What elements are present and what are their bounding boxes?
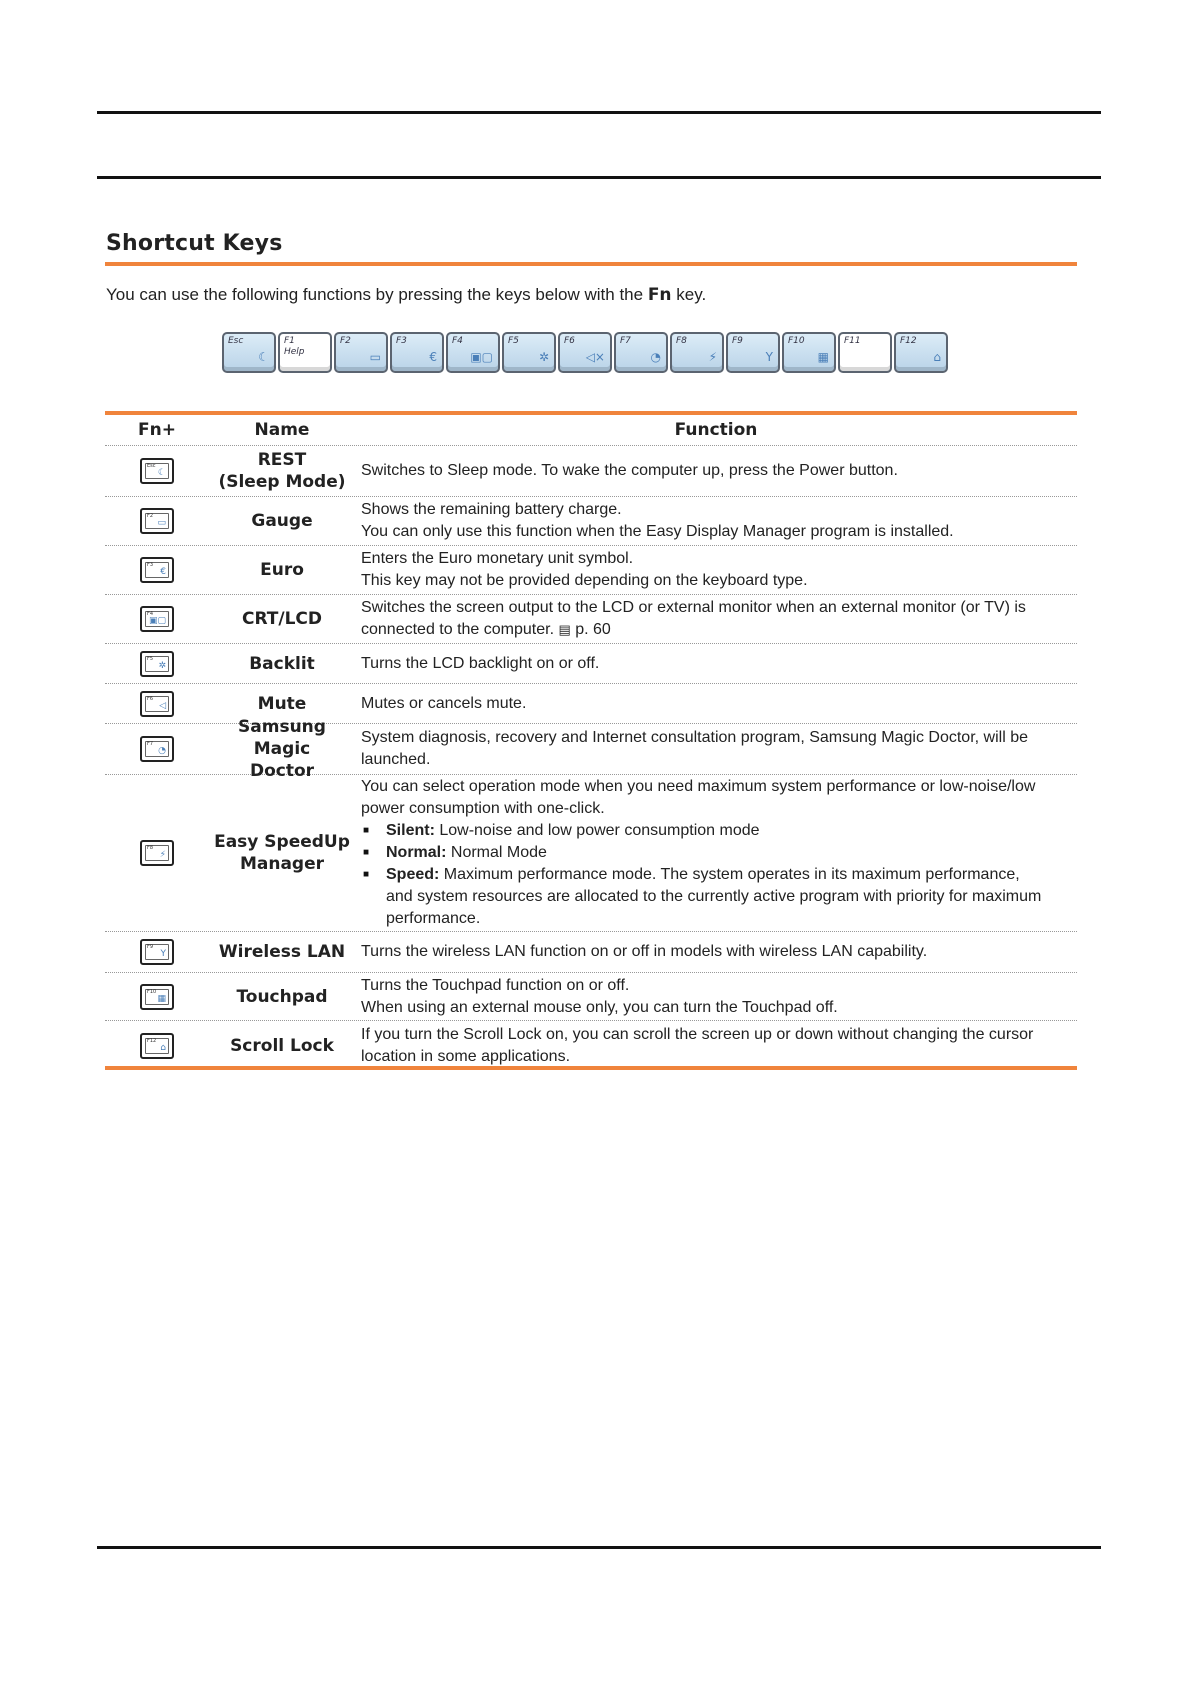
row-name: Euro [260, 560, 304, 580]
key-label: F7 [620, 336, 631, 346]
intro-text [106, 285, 706, 305]
touchpad-icon: ▦ [817, 350, 829, 364]
row-name: Gauge [251, 511, 313, 531]
f8-key-icon [140, 840, 174, 866]
key-tag: F3 [147, 562, 154, 568]
euro-icon: € [429, 350, 437, 364]
name-line: Samsung Magic [238, 717, 326, 759]
backlight-icon: ✲ [538, 350, 549, 364]
intro-after: key. [671, 285, 707, 304]
header-name: Name [254, 420, 310, 440]
key-tag: F7 [147, 741, 154, 747]
magic-doctor-icon: ◔ [158, 746, 166, 756]
kb-key-f5 [502, 332, 556, 373]
table-row [105, 497, 1077, 546]
f2-key-icon [140, 508, 174, 534]
key-label-main: F1 [284, 336, 295, 346]
mute-icon: ◁× [585, 350, 605, 364]
sleep-icon: ☾ [258, 350, 269, 364]
shortcut-table [105, 411, 1077, 1070]
table-row [105, 932, 1077, 973]
mode-term: Speed: [386, 866, 440, 883]
key-tag: F8 [147, 845, 154, 851]
mode-term: Silent: [386, 822, 435, 839]
key-label: F5 [508, 336, 519, 346]
list-item [361, 842, 1077, 864]
name-line: Doctor [249, 761, 315, 781]
kb-key-f1 [278, 332, 332, 373]
function-line: You can select operation mode when you need maximum system performance or low-noise/low [361, 778, 1036, 795]
f9-key-icon [140, 939, 174, 965]
function-line: Turns the Touchpad function on or off. [361, 976, 630, 994]
page-reference-icon: ▤ [558, 622, 571, 637]
row-function [355, 548, 1077, 592]
row-function [355, 597, 1077, 641]
euro-icon: € [160, 567, 166, 577]
name-line: Easy SpeedUp [214, 832, 350, 852]
mode-desc: performance. [386, 910, 481, 927]
row-function [355, 941, 1077, 963]
kb-key-esc [222, 332, 276, 373]
list-item [361, 820, 1077, 842]
row-function [355, 1024, 1077, 1068]
mode-list [361, 820, 1077, 930]
table-row [105, 775, 1077, 932]
function-line: Turns the wireless LAN function on or off in models with wireless LAN capability. [361, 943, 928, 960]
row-function [355, 975, 1077, 1019]
function-line: Mutes or cancels mute. [361, 694, 527, 712]
key-label: F4 [452, 336, 463, 346]
backlight-icon: ✲ [158, 660, 166, 671]
mute-icon: ◁ [159, 700, 166, 711]
table-row [105, 717, 1077, 781]
table-row [105, 1021, 1077, 1070]
key-label: F6 [564, 336, 575, 346]
magic-doctor-icon: ◔ [650, 350, 661, 364]
footer-rule [97, 1546, 1101, 1549]
function-line: launched. [361, 751, 431, 768]
keyboard-function-row [222, 332, 948, 373]
mode-term: Normal: [386, 844, 447, 861]
kb-key-f2 [334, 332, 388, 373]
header-fn: Fn+ [138, 420, 176, 440]
header-function: Function [674, 420, 758, 440]
kb-key-f6 [558, 332, 612, 373]
row-name [209, 449, 355, 493]
key-tag: F6 [147, 695, 154, 702]
row-name: Wireless LAN [218, 942, 346, 962]
display-switch-icon: ▣▢ [470, 350, 493, 364]
mode-desc: and system resources are allocated to the currently active program with priority for maximum [386, 888, 1042, 905]
kb-key-f12 [894, 332, 948, 373]
battery-icon: ▭ [369, 350, 381, 364]
esc-key-icon [140, 458, 174, 484]
kb-key-f9 [726, 332, 780, 373]
key-label [284, 336, 305, 358]
table-row [105, 546, 1077, 595]
top-rule [97, 111, 1101, 114]
mode-desc: Normal Mode [446, 844, 547, 861]
wireless-icon: Y [765, 350, 773, 364]
row-function [355, 499, 1077, 543]
header-rule [97, 176, 1101, 179]
scroll-lock-icon: ⌂ [933, 350, 941, 364]
key-tag: F4 [147, 611, 154, 617]
kb-key-f3 [390, 332, 444, 373]
function-line: Enters the Euro monetary unit symbol. [361, 550, 634, 567]
key-tag: F9 [147, 944, 154, 950]
mode-desc: Maximum performance mode. The system operates in its maximum performance, [439, 866, 1020, 883]
key-tag: Esc [147, 463, 156, 469]
speedup-icon: ⚡ [708, 350, 717, 364]
page-reference: p. 60 [570, 621, 611, 638]
f4-key-icon [140, 606, 174, 632]
key-label: F10 [788, 336, 805, 346]
key-tag: F12 [147, 1037, 157, 1044]
function-line: When using an external mouse only, you can turn the Touchpad off. [361, 998, 838, 1016]
function-line: System diagnosis, recovery and Internet consultation program, Samsung Magic Doctor, will be [361, 729, 1028, 746]
display-switch-icon: ▣▢ [148, 616, 166, 626]
function-line: This key may not be provided depending on the keyboard type. [361, 572, 808, 589]
function-line: Turns the LCD backlight on or off. [361, 654, 600, 672]
f5-key-icon [140, 651, 174, 677]
table-row [105, 446, 1077, 497]
table-header [105, 415, 1077, 446]
kb-key-f11 [838, 332, 892, 373]
function-line: connected to the computer. [361, 621, 559, 638]
table-bottom-rule [105, 1066, 1077, 1070]
kb-key-f8 [670, 332, 724, 373]
function-line: power consumption with one-click. [361, 800, 605, 817]
row-name: CRT/LCD [241, 609, 323, 629]
list-item [361, 864, 1077, 930]
key-label: F11 [844, 336, 861, 346]
function-line: Switches to Sleep mode. To wake the computer up, press the Power button. [361, 462, 898, 479]
function-line: Shows the remaining battery charge. [361, 501, 622, 518]
scroll-lock-icon: ⌂ [160, 1042, 166, 1053]
row-function [355, 653, 1077, 675]
key-label: F8 [676, 336, 687, 346]
function-line: Switches the screen output to the LCD or external monitor when an external monitor (or TV) is [361, 599, 1026, 616]
touchpad-icon: ▦ [157, 993, 166, 1004]
row-name: Scroll Lock [230, 1035, 334, 1056]
f12-key-icon [140, 1033, 174, 1059]
key-label: Esc [228, 336, 244, 346]
function-line: location in some applications. [361, 1047, 571, 1065]
f10-key-icon [140, 984, 174, 1010]
sleep-icon: ☾ [157, 468, 166, 478]
speedup-icon: ⚡ [159, 850, 166, 860]
kb-key-f4 [446, 332, 500, 373]
key-label: F12 [900, 336, 917, 346]
row-name: Touchpad [236, 986, 328, 1007]
kb-key-f7 [614, 332, 668, 373]
key-label: F3 [396, 336, 407, 346]
function-line: You can only use this function when the Easy Display Manager program is installed. [361, 523, 954, 540]
row-name: Mute [257, 693, 307, 714]
battery-icon: ▭ [157, 518, 166, 528]
key-label: F2 [340, 336, 351, 346]
key-tag: F10 [147, 988, 157, 995]
row-function [355, 776, 1077, 930]
table-row [105, 644, 1077, 684]
wireless-icon: Y [160, 949, 166, 959]
function-line: If you turn the Scroll Lock on, you can scroll the screen up or down without changing the cursor [361, 1025, 1034, 1043]
row-function [355, 693, 1077, 715]
name-line: (Sleep Mode) [218, 472, 346, 492]
table-row [105, 595, 1077, 644]
key-label: F9 [732, 336, 743, 346]
key-tag: F5 [147, 655, 154, 662]
mode-desc: Low-noise and low power consumption mode [434, 822, 760, 839]
row-name [209, 716, 355, 782]
f3-key-icon [140, 557, 174, 583]
row-function [355, 727, 1077, 771]
row-name: Backlit [249, 653, 315, 674]
name-line: Manager [239, 854, 325, 874]
row-function [355, 460, 1077, 482]
intro-before: You can use the following functions by pressing the keys below with the [106, 285, 648, 304]
f6-key-icon [140, 691, 174, 717]
section-title: Shortcut Keys [106, 231, 283, 256]
key-label-help: Help [284, 347, 305, 357]
f7-key-icon [140, 736, 174, 762]
intro-fn-key: Fn [647, 285, 672, 305]
kb-key-f10 [782, 332, 836, 373]
title-underline [105, 262, 1077, 266]
key-tag: F2 [147, 513, 154, 519]
name-line: REST [257, 450, 307, 470]
row-name [209, 831, 355, 875]
table-row [105, 973, 1077, 1021]
